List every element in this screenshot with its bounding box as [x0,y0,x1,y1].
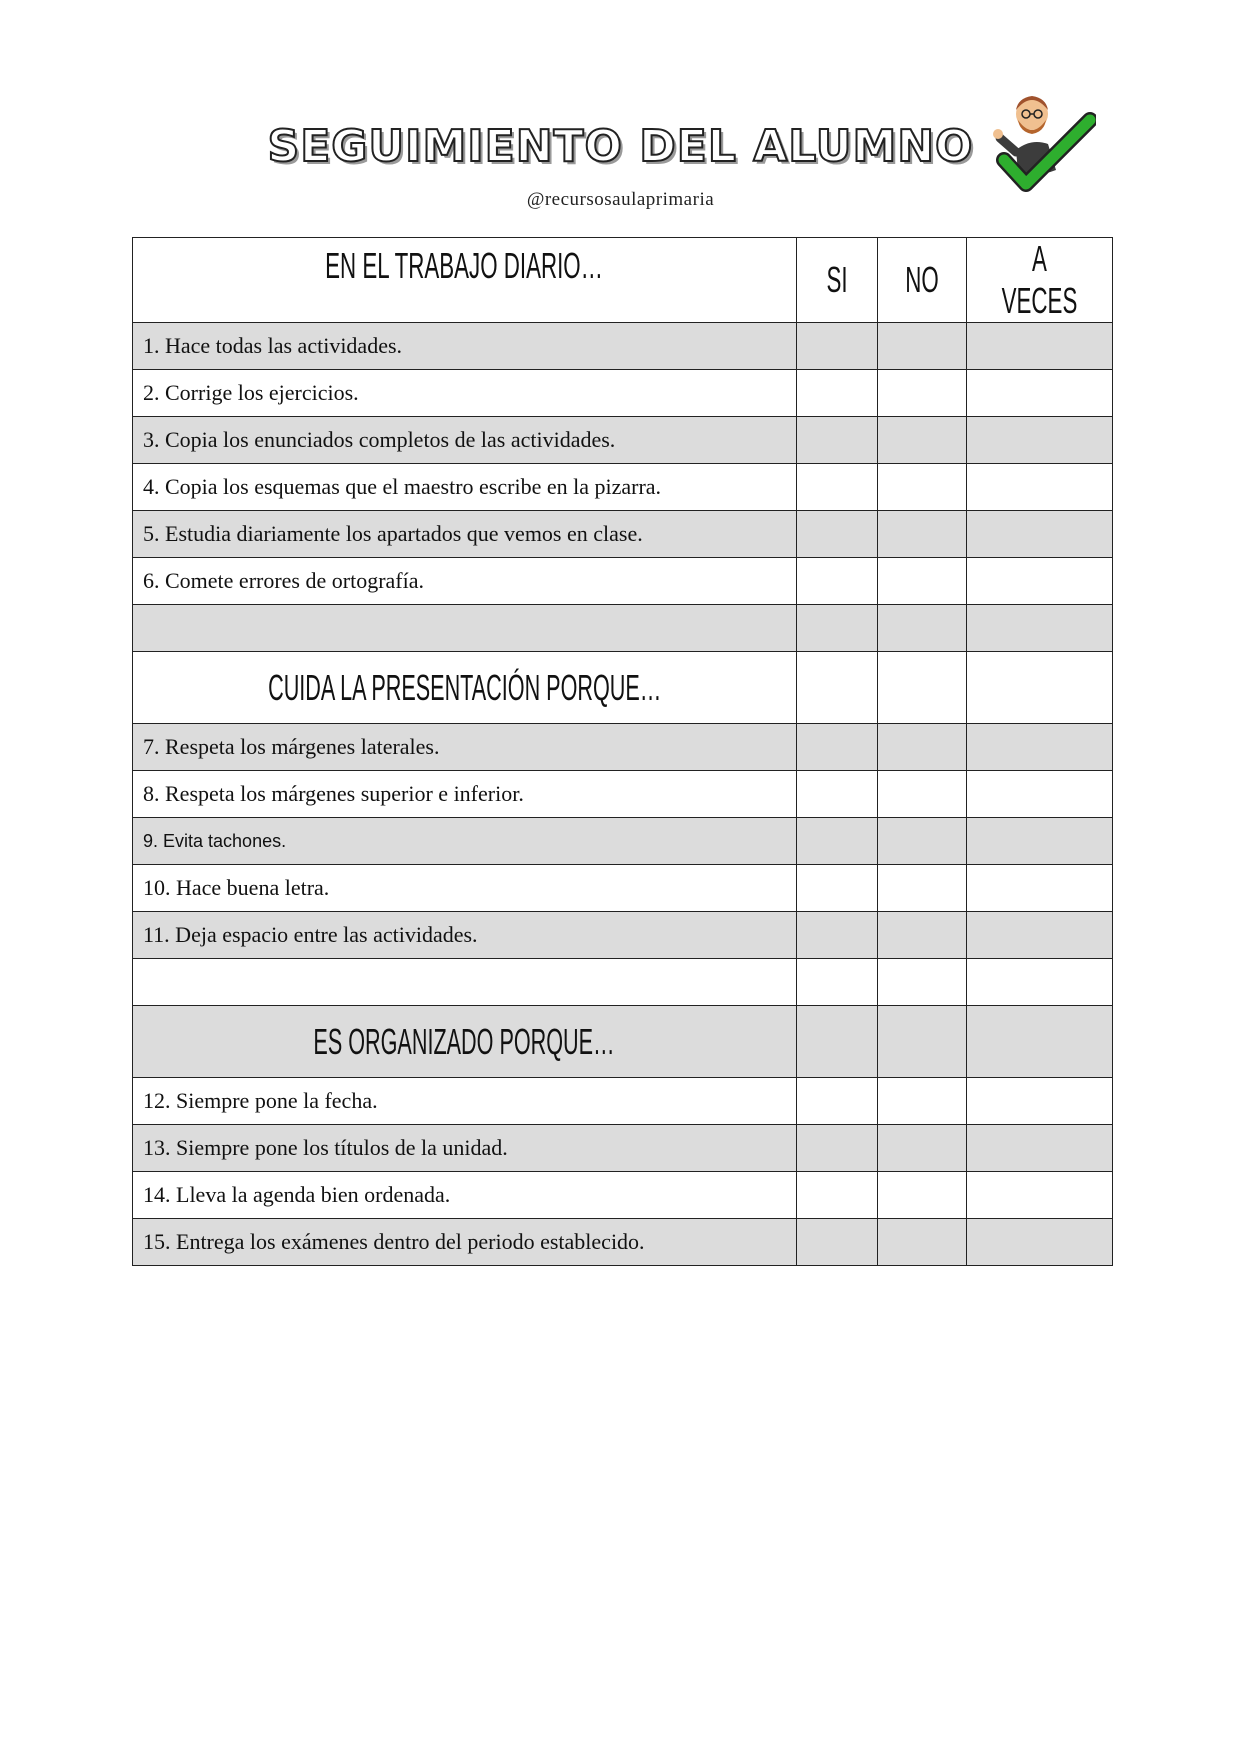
section-title-presentation: CUIDA LA PRESENTACIÓN PORQUE… [133,652,797,724]
no-cell[interactable] [878,724,967,771]
blank-cell [967,652,1113,724]
no-cell[interactable] [878,1125,967,1172]
no-cell[interactable] [878,1172,967,1219]
row-label: 11. Deja espacio entre las actividades. [133,912,797,959]
si-cell[interactable] [797,417,878,464]
table-row [133,1172,1113,1219]
no-cell[interactable] [878,323,967,370]
table-row [133,558,1113,605]
blank-cell [797,959,878,1006]
table-row [133,323,1113,370]
blank-cell [797,605,878,652]
si-cell[interactable] [797,1078,878,1125]
a-veces-cell[interactable] [967,370,1113,417]
blank-cell [133,959,797,1006]
blank-row [133,605,1113,652]
section-header-row [133,1006,1113,1078]
teacher-checkmark-icon [986,80,1096,200]
author-handle: @recursosaulaprimaria [526,189,715,210]
row-label: 13. Siempre pone los títulos de la unidad. [133,1125,797,1172]
si-cell[interactable] [797,1172,878,1219]
header-a-veces: A VECES [967,238,1113,323]
header-daily-work: EN EL TRABAJO DIARIO… [133,238,797,323]
table-row [133,865,1113,912]
table-row [133,417,1113,464]
si-cell[interactable] [797,1219,878,1266]
table-row [133,511,1113,558]
table-row [133,370,1113,417]
si-cell[interactable] [797,558,878,605]
blank-cell [878,605,967,652]
a-veces-cell[interactable] [967,511,1113,558]
header-si: SI [797,238,878,323]
table-row [133,464,1113,511]
no-cell[interactable] [878,1219,967,1266]
row-label: 3. Copia los enunciados completos de las actividades. [133,417,797,464]
si-cell[interactable] [797,724,878,771]
blank-cell [967,1006,1113,1078]
blank-cell [967,605,1113,652]
si-cell[interactable] [797,912,878,959]
si-cell[interactable] [797,370,878,417]
a-veces-cell[interactable] [967,417,1113,464]
row-label: 6. Comete errores de ortografía. [133,558,797,605]
no-cell[interactable] [878,771,967,818]
no-cell[interactable] [878,912,967,959]
no-cell[interactable] [878,1078,967,1125]
section-header-row [133,652,1113,724]
a-veces-cell[interactable] [967,558,1113,605]
blank-cell [878,959,967,1006]
no-cell[interactable] [878,511,967,558]
no-cell[interactable] [878,417,967,464]
header-no: NO [878,238,967,323]
row-label: 7. Respeta los márgenes laterales. [133,724,797,771]
a-veces-cell[interactable] [967,1078,1113,1125]
blank-cell [878,1006,967,1078]
page-title: SEGUIMIENTO DEL ALUMNO [267,121,974,172]
row-label: 5. Estudia diariamente los apartados que vemos en clase. [133,511,797,558]
row-label: 10. Hace buena letra. [133,865,797,912]
a-veces-cell[interactable] [967,1219,1113,1266]
a-veces-cell[interactable] [967,771,1113,818]
a-veces-cell[interactable] [967,1172,1113,1219]
no-cell[interactable] [878,370,967,417]
si-cell[interactable] [797,818,878,865]
table-row [133,818,1113,865]
row-label: 4. Copia los esquemas que el maestro escribe en la pizarra. [133,464,797,511]
table-row [133,1219,1113,1266]
si-cell[interactable] [797,323,878,370]
no-cell[interactable] [878,558,967,605]
blank-cell [797,652,878,724]
table-row [133,912,1113,959]
a-veces-cell[interactable] [967,912,1113,959]
a-veces-cell[interactable] [967,1125,1113,1172]
a-veces-cell[interactable] [967,724,1113,771]
a-veces-cell[interactable] [967,865,1113,912]
si-cell[interactable] [797,464,878,511]
tracking-table [132,237,1113,1266]
table-row [133,1078,1113,1125]
table-row [133,1125,1113,1172]
si-cell[interactable] [797,1125,878,1172]
si-cell[interactable] [797,771,878,818]
row-label: 1. Hace todas las actividades. [133,323,797,370]
si-cell[interactable] [797,865,878,912]
row-label: 15. Entrega los exámenes dentro del periodo establecido. [133,1219,797,1266]
a-veces-cell[interactable] [967,323,1113,370]
si-cell[interactable] [797,511,878,558]
row-label: 8. Respeta los márgenes superior e inferior. [133,771,797,818]
section-title-organized: ES ORGANIZADO PORQUE… [133,1006,797,1078]
no-cell[interactable] [878,818,967,865]
blank-row [133,959,1113,1006]
row-label: 12. Siempre pone la fecha. [133,1078,797,1125]
blank-cell [133,605,797,652]
a-veces-cell[interactable] [967,464,1113,511]
table-row [133,724,1113,771]
blank-cell [878,652,967,724]
blank-cell [967,959,1113,1006]
no-cell[interactable] [878,865,967,912]
row-label: 2. Corrige los ejercicios. [133,370,797,417]
table-row [133,771,1113,818]
row-label: 9. Evita tachones. [133,818,797,865]
row-label: 14. Lleva la agenda bien ordenada. [133,1172,797,1219]
a-veces-cell[interactable] [967,818,1113,865]
no-cell[interactable] [878,464,967,511]
blank-cell [797,1006,878,1078]
